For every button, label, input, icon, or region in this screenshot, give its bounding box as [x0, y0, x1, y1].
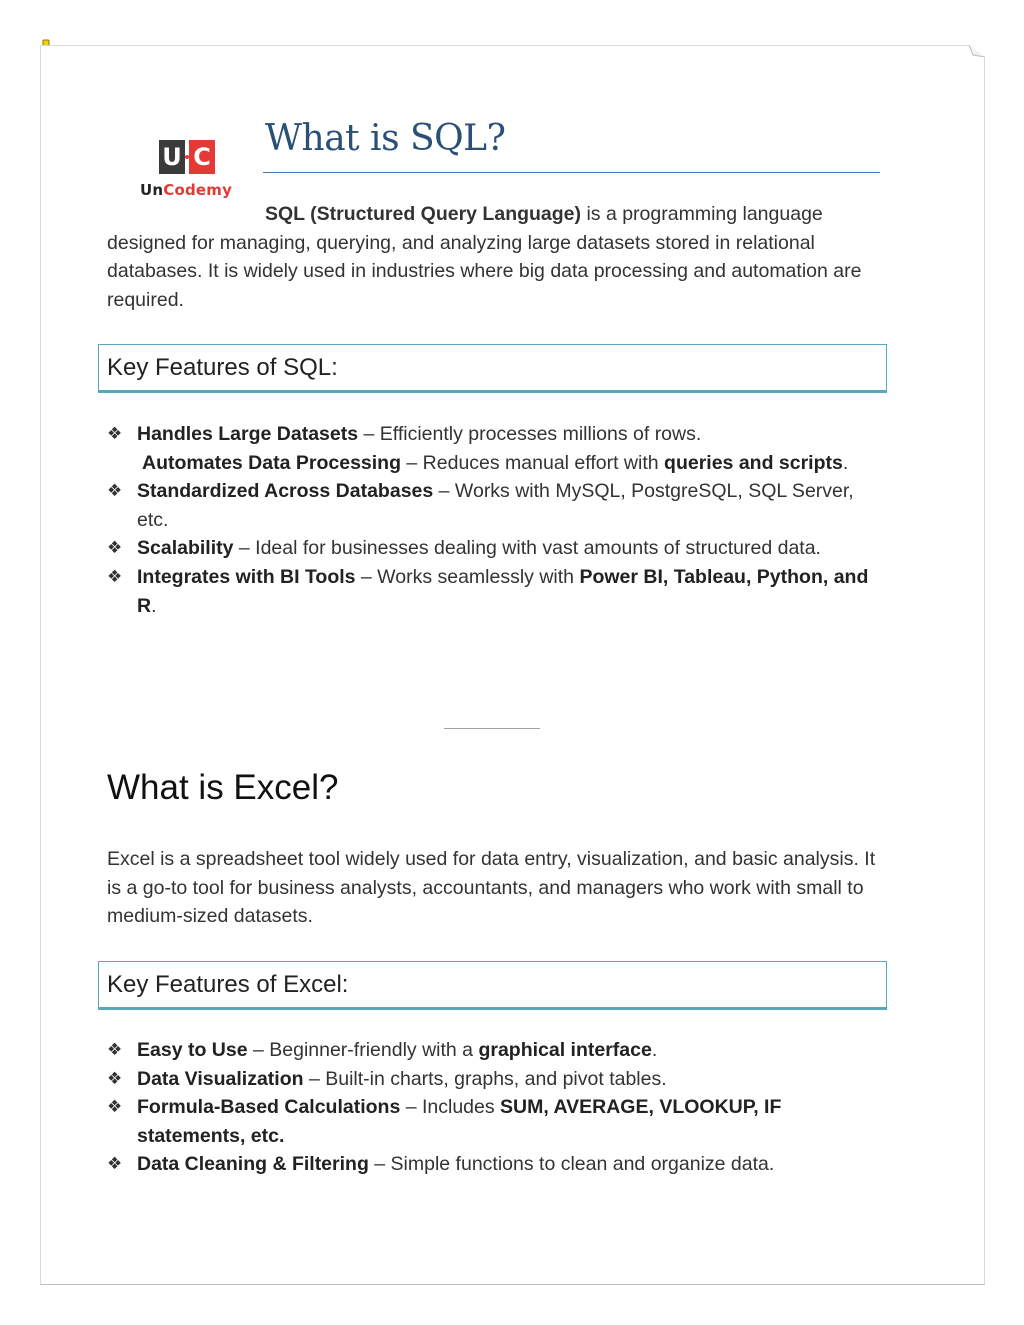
title-underline: [263, 172, 880, 173]
list-item: [107, 420, 887, 449]
logo-wordmark: [140, 181, 232, 199]
four-diamond-bullet-icon: ❖: [107, 424, 123, 444]
sql-features-heading-box: [98, 344, 887, 393]
four-diamond-bullet-icon: ❖: [107, 538, 123, 559]
sql-intro: [107, 200, 877, 314]
feature-name: Formula-Based Calculations: [137, 1096, 401, 1119]
four-diamond-bullet-icon: ❖: [107, 1154, 123, 1175]
four-diamond-bullet-icon: ❖: [107, 481, 123, 502]
feature-name: Easy to Use: [137, 1039, 248, 1061]
feature-name: Automates Data Processing: [142, 451, 401, 474]
logo-word-codemy: Codemy: [163, 181, 233, 199]
four-diamond-bullet-icon: ❖: [107, 1040, 123, 1060]
feature-desc: – Ideal for businesses dealing with vast amounts of structured data.: [233, 537, 821, 560]
section-divider: [444, 728, 540, 729]
excel-title: What is Excel?: [107, 768, 339, 807]
feature-name: Data Cleaning & Filtering: [137, 1153, 369, 1176]
feature-tail: .: [151, 594, 157, 617]
page-fold-icon: [969, 45, 985, 57]
feature-desc: – Efficiently processes millions of rows.: [358, 423, 702, 445]
feature-desc: – Works seamlessly with: [355, 565, 580, 588]
list-item: [107, 563, 887, 620]
list-item: [107, 449, 887, 478]
sql-title: What is SQL?: [265, 118, 506, 159]
logo-u-block: U: [159, 140, 185, 174]
feature-desc: – Built-in charts, graphs, and pivot tables.: [303, 1067, 667, 1090]
four-diamond-bullet-icon: ❖: [107, 566, 123, 587]
feature-desc: – Works with MySQL, PostgreSQL, SQL Server, etc.: [137, 480, 854, 531]
feature-tail: .: [651, 1039, 658, 1061]
list-item: [107, 534, 887, 563]
sql-features-heading: Key Features of SQL:: [107, 354, 338, 381]
feature-name: Scalability: [137, 537, 234, 560]
feature-emphasis: graphical interface: [478, 1039, 652, 1061]
feature-desc: – Simple functions to clean and organize data.: [368, 1153, 775, 1176]
excel-features-list: [107, 1036, 887, 1179]
list-item: [107, 1036, 887, 1065]
four-diamond-bullet-icon: ❖: [107, 1068, 123, 1089]
feature-name: Standardized Across Databases: [137, 480, 434, 503]
sql-intro-bold: SQL (Structured Query Language): [265, 203, 582, 225]
uncodemy-logo: [138, 140, 238, 204]
feature-emphasis: Power BI, Tableau, Python, and R: [137, 565, 869, 617]
feature-desc: – Includes: [400, 1096, 501, 1119]
feature-desc: – Reduces manual effort with: [401, 451, 665, 474]
list-item: [107, 1065, 887, 1094]
logo-c-block: C: [189, 140, 215, 174]
feature-name: Handles Large Datasets: [137, 423, 359, 445]
list-item: [107, 1093, 887, 1150]
feature-name: Data Visualization: [137, 1067, 304, 1090]
excel-features-heading-box: [98, 961, 887, 1010]
feature-emphasis: SUM, AVERAGE, VLOOKUP, IF statements, etc.: [137, 1096, 782, 1147]
four-diamond-bullet-icon: ❖: [107, 1097, 123, 1118]
list-item: [107, 1150, 887, 1179]
feature-emphasis: queries and scripts: [664, 451, 843, 474]
excel-features-heading: Key Features of Excel:: [107, 971, 349, 998]
excel-intro: Excel is a spreadsheet tool widely used for data entry, visualization, and basic analysis. It is a go-to tool for business analysts, accountants, and managers who work with small to medium-sized datasets.: [107, 848, 876, 928]
feature-name: Integrates with BI Tools: [137, 565, 356, 588]
sql-intro-text: is a programming language designed for managing, querying, and analyzing large datasets stored in relational databases. It is widely used in industries where big data processing and automation are required.: [107, 203, 862, 311]
logo-word-un: Un: [140, 181, 164, 199]
list-item: [107, 477, 887, 534]
feature-desc: – Beginner-friendly with a: [247, 1039, 479, 1061]
feature-tail: .: [842, 451, 849, 474]
sql-features-list: [107, 420, 887, 620]
